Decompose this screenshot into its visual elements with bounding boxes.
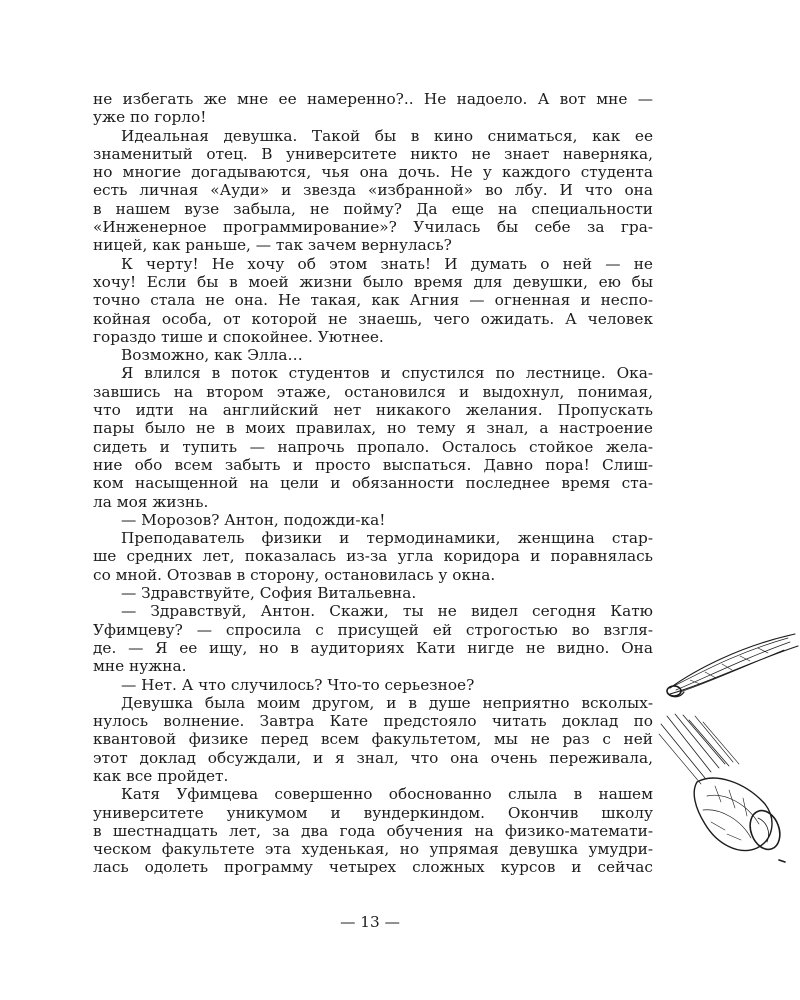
text-line: — Нет. А что случилось? Что-то серьезное?: [121, 675, 475, 694]
comet-illustration-icon: [660, 628, 800, 708]
text-line: Идеальная девушка. Такой бы в кино сниматься, как ее: [121, 126, 653, 145]
text-line: — Морозов? Антон, подожди-ка!: [121, 510, 386, 529]
text-line: ние обо всем забыть и просто выспаться. Давно пора! Слиш-: [93, 455, 653, 474]
text-line: в шестнадцать лет, за два года обучения на физико-математи-: [93, 821, 653, 840]
text-line: Преподаватель физики и термодинамики, женщина стар-: [121, 529, 653, 548]
body-text: [93, 90, 653, 877]
text-line: де. — Я ее ищу, но в аудиториях Кати нигде не видно. Она: [93, 638, 653, 657]
text-line: лась одолеть программу четырех сложных курсов и сейчас: [93, 858, 653, 877]
text-line: ком насыщенной на цели и обязанности последнее время ста-: [93, 474, 653, 493]
text-line: — Здравствуйте, София Витальевна.: [121, 584, 417, 603]
text-line: со мной. Отозвав в сторону, остановилась у окна.: [93, 565, 496, 584]
text-line: Уфимцеву? — спросила с присущей ей строгостью во взгля-: [93, 620, 653, 639]
text-line: в нашем вузе забыла, не пойму? Да еще на специальности: [93, 199, 653, 218]
text-line: знаменитый отец. В университете никто не знает наверняка,: [93, 144, 653, 163]
text-line: Катя Уфимцева совершенно обоснованно слыла в нашем: [121, 785, 653, 804]
text-line: квантовой физике перед всем факультетом, мы не раз с ней: [93, 730, 653, 749]
text-line: есть личная «Ауди» и звезда «избранной» во лбу. И что она: [93, 181, 653, 200]
page-number: — 13 —: [340, 913, 400, 931]
text-line: — Здравствуй, Антон. Скажи, ты не видел сегодня Катю: [121, 602, 653, 621]
text-line: хочу! Если бы в моей жизни было время для девушки, ею бы: [93, 272, 653, 291]
text-line: точно стала не она. Не такая, как Агния — огненная и неспо-: [93, 291, 653, 310]
text-line: гораздо тише и спокойнее. Уютнее.: [93, 327, 384, 346]
meteor-illustration-icon: [655, 712, 790, 882]
text-line: Девушка была моим другом, и в душе неприятно всколых-: [121, 693, 653, 712]
text-line: завшись на втором этаже, остановился и выдохнул, понимая,: [93, 382, 653, 401]
text-line: «Инженерное программирование»? Училась бы себе за гра-: [93, 218, 653, 237]
text-line: койная особа, от которой не знаешь, чего ожидать. А человек: [93, 309, 653, 328]
text-line: не избегать же мне ее намеренно?.. Не надоело. А вот мне —: [93, 90, 653, 108]
text-line: университете уникумом и вундеркиндом. Окончив школу: [93, 803, 653, 822]
text-line: мне нужна.: [93, 657, 187, 676]
text-line: ше средних лет, показалась из-за угла коридора и поравнялась: [93, 547, 653, 566]
text-line: ческом факультете эта худенькая, но упрямая девушка умудри-: [93, 840, 653, 859]
text-line: уже по горло!: [93, 108, 207, 127]
text-line: пары было не в моих правилах, но тему я знал, а настроение: [93, 419, 653, 438]
text-line: что идти на английский нет никакого желания. Пропускать: [93, 401, 653, 420]
text-line: К черту! Не хочу об этом знать! И думать о ней — не: [121, 254, 653, 273]
text-line: как все пройдет.: [93, 766, 229, 785]
text-line: ла моя жизнь.: [93, 492, 209, 511]
text-line: ницей, как раньше, — так зачем вернулась?: [93, 236, 452, 255]
text-line: сидеть и тупить — напрочь пропало. Осталось стойкое жела-: [93, 437, 653, 456]
text-line: Я влился в поток студентов и спустился по лестнице. Ока-: [121, 364, 653, 383]
text-line: этот доклад обсуждали, и я знал, что она очень переживала,: [93, 748, 653, 767]
text-line: но многие догадываются, чья она дочь. Не у каждого студента: [93, 163, 653, 182]
text-line: Возможно, как Элла…: [121, 346, 303, 365]
text-line: нулось волнение. Завтра Кате предстояло читать доклад по: [93, 712, 653, 731]
